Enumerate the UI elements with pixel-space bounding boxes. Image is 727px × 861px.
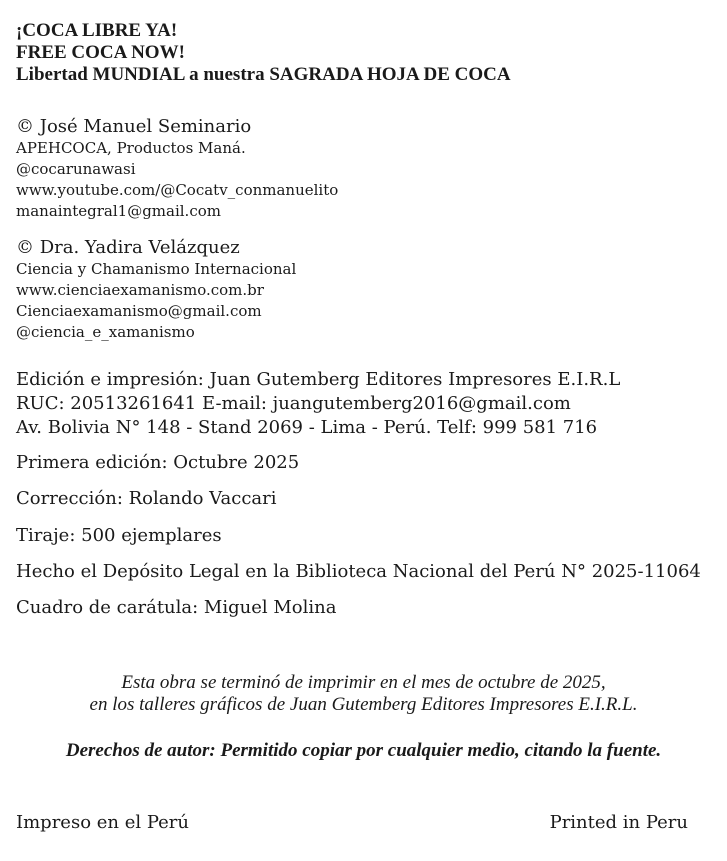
author-2-block — [16, 237, 296, 343]
author-1-block — [16, 116, 338, 222]
author-2-org: Ciencia y Chamanismo Internacional — [16, 260, 297, 278]
publisher-line-3: Av. Bolivia N° 148 - Stand 2069 - Lima - Perú. Telf: 999 581 716 — [16, 417, 598, 438]
cover-art-line: Cuadro de carátula: Miguel Molina — [16, 597, 337, 618]
publisher-block — [16, 368, 620, 440]
publisher-line-2: RUC: 20513261641 E-mail: juangutemberg2016@gmail.com — [16, 393, 571, 414]
author-2-email: Cienciaexamanismo@gmail.com — [16, 302, 262, 320]
author-1-email: manaintegral1@gmail.com — [16, 202, 221, 220]
author-1-youtube: www.youtube.com/@Cocatv_conmanuelito — [16, 181, 339, 199]
title-block — [16, 20, 511, 86]
author-1-handle: @cocarunawasi — [16, 160, 136, 178]
colophon-line-1: Esta obra se terminó de imprimir en el mes de octubre de 2025, — [121, 672, 606, 693]
correction-line: Corrección: Rolando Vaccari — [16, 488, 277, 509]
footer-printed-in-english: Printed in Peru — [549, 812, 688, 833]
footer-printed-in-spanish: Impreso en el Perú — [16, 812, 190, 833]
rights-notice: Derechos de autor: Permitido copiar por cualquier medio, citando la fuente. — [65, 740, 662, 761]
publisher-line-1: Edición e impresión: Juan Gutemberg Editores Impresores E.I.R.L — [16, 369, 621, 390]
colophon-line-2: en los talleres gráficos de Juan Gutemberg Editores Impresores E.I.R.L. — [89, 694, 638, 715]
author-1-org: APEHCOCA, Productos Maná. — [16, 139, 246, 157]
author-2-web: www.cienciaexamanismo.com.br — [16, 281, 264, 299]
colophon — [0, 672, 727, 716]
author-1-name: © José Manuel Seminario — [16, 116, 252, 137]
author-2-name: © Dra. Yadira Velázquez — [16, 237, 240, 258]
title-line-3: Libertad MUNDIAL a nuestra SAGRADA HOJA DE COCA — [16, 64, 511, 85]
edition-line: Primera edición: Octubre 2025 — [16, 452, 300, 473]
title-line-1: ¡COCA LIBRE YA! — [16, 20, 178, 41]
author-2-handle: @ciencia_e_xamanismo — [16, 323, 195, 341]
print-run-line: Tiraje: 500 ejemplares — [16, 525, 222, 546]
title-line-2: FREE COCA NOW! — [16, 42, 185, 63]
legal-deposit-line: Hecho el Depósito Legal en la Biblioteca Nacional del Perú N° 2025-11064 — [16, 561, 701, 582]
